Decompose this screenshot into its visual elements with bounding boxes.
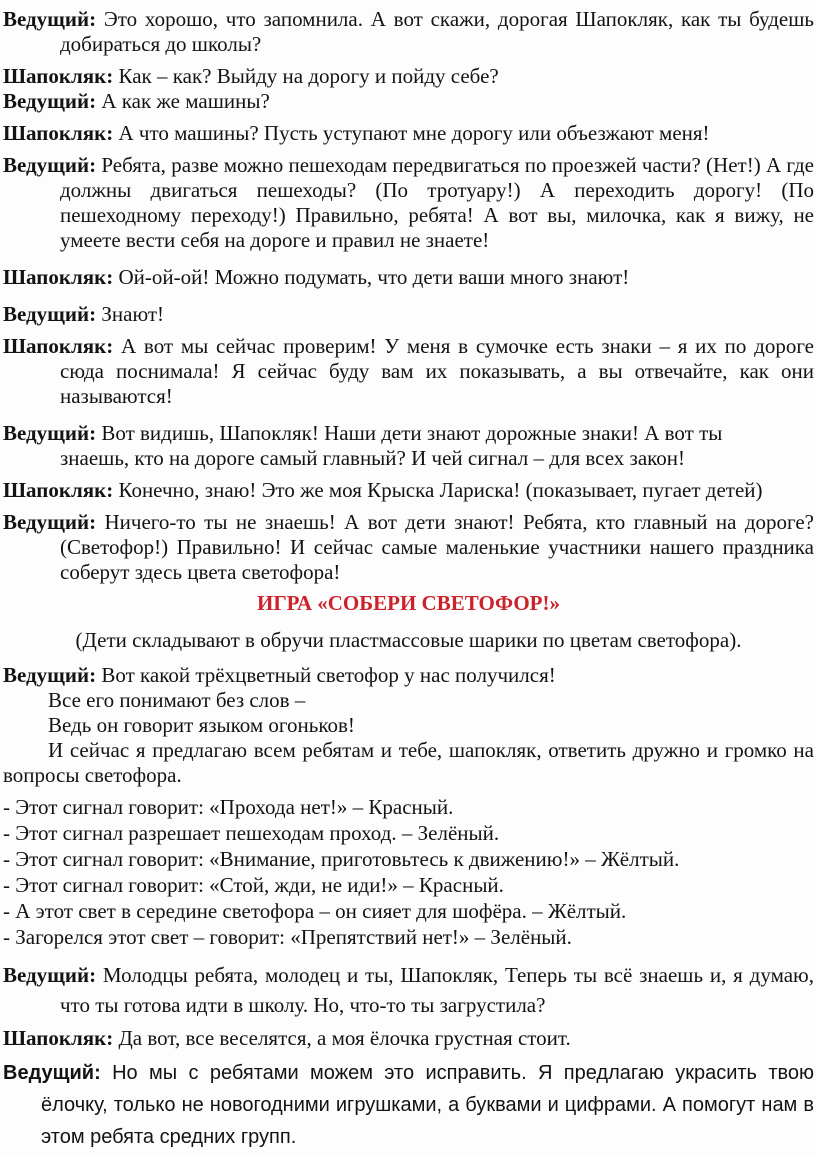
paragraph-text: - Этот сигнал говорит: «Стой, жди, не иди!» – Красный. [3,873,504,897]
paragraph-text: ИГРА «СОБЕРИ СВЕТОФОР!» [256,591,560,615]
paragraph-text: Да вот, все веселятся, а моя ёлочка грустная стоит. [118,1026,571,1050]
paragraph-text: А что машины? Пусть уступают мне дорогу или объезжают меня! [118,121,710,145]
stage-direction [3,628,814,653]
paragraph-text: Конечно, знаю! Это же моя Крыска Лариска! (показывает, пугает детей) [118,478,763,502]
dialogue-host-1 [3,7,814,57]
speaker-label: Ведущий: [3,963,103,987]
signal-answer-1 [3,795,814,820]
document-body [3,7,814,1153]
paragraph-text: А вот мы сейчас проверим! У меня в сумочке есть знаки – я их по дороге сюда поснимала! Я сейчас буду вам их показывать, а вы отвечайте, как они называются! [60,334,814,408]
paragraph-text: Вот какой трёхцветный светофор у нас получился! [101,663,556,687]
speaker-label: Шапокляк: [3,64,119,88]
paragraph-text: Ребята, разве можно пешеходам передвигаться по проезжей части? (Нет!) А где должны двигаться пешеходы? (По тротуару!) А переходить дорогу! (По пешеходному переходу!) Правильно, ребята! А вот вы, милочка, как я вижу, не умеете вести себя на дороге и правил не знаете! [60,153,814,252]
host-continuation [3,738,814,788]
paragraph-text: Как – как? Выйду на дорогу и пойду себе? [118,64,499,88]
paragraph-text: - Этот сигнал разрешает пешеходам проход. – Зелёный. [3,821,500,845]
speaker-label: Шапокляк: [3,1026,119,1050]
dialogue-shapoklyak-2 [3,121,814,146]
dialogue-host-3 [3,153,814,253]
speaker-label: Ведущий: [3,1062,113,1084]
paragraph-text: - Загорелся этот свет – говорит: «Препятствий нет!» – Зелёный. [3,925,572,949]
dialogue-shapoklyak-4 [3,334,814,409]
paragraph-text: Знают! [101,302,165,326]
dialogue-shapoklyak-3 [3,265,814,290]
paragraph-text: И сейчас я предлагаю всем ребятам и тебе, шапокляк, ответить дружно и громко на вопросы светофора. [3,738,814,787]
dialogue-host-5 [3,421,814,471]
speaker-label: Ведущий: [3,421,102,445]
dialogue-shapoklyak-6 [3,1026,814,1051]
paragraph-text: Молодцы ребята, молодец и ты, Шапокляк, Теперь ты всё знаешь и, я думаю, что ты готова идти в школу. Но, что-то ты загрустила? [60,963,814,1017]
paragraph-text: - Этот сигнал говорит: «Прохода нет!» – Красный. [3,795,454,819]
dialogue-host-8 [3,960,814,1020]
speaker-label: Ведущий: [3,89,102,113]
signal-answer-6 [3,925,814,950]
paragraph-text: Все его понимают без слов – [48,688,306,712]
signal-answer-2 [3,821,814,846]
verse-line-1 [3,688,814,713]
verse-line-2 [3,713,814,738]
paragraph-text: Это хорошо, что запомнила. А вот скажи, дорогая Шапокляк, как ты будешь добираться до школы? [60,7,814,56]
speaker-label: Ведущий: [3,510,105,534]
signal-answer-5 [3,899,814,924]
paragraph-text: - Этот сигнал говорит: «Внимание, приготовьтесь к движению!» – Жёлтый. [3,847,680,871]
paragraph-text: Но мы с ребятами можем это исправить. Я предлагаю украсить твою ёлочку, только не новогодними игрушками, а буквами и цифрами. А помогут нам в этом ребята средних групп. [41,1062,815,1148]
dialogue-host-7 [3,663,814,688]
paragraph-text: А как же машины? [101,89,270,113]
speaker-label: Ведущий: [3,663,102,687]
dialogue-host-6 [3,510,814,585]
speaker-label: Ведущий: [3,7,104,31]
speaker-label: Шапокляк: [3,121,119,145]
speaker-label: Ведущий: [3,153,102,177]
dialogue-shapoklyak-1 [3,64,814,89]
paragraph-text: Ведь он говорит языком огоньков! [48,713,355,737]
speaker-label: Шапокляк: [3,334,121,358]
dialogue-host-2 [3,89,814,114]
signal-answer-4 [3,873,814,898]
paragraph-text: Вот видишь, Шапокляк! Наши дети знают дорожные знаки! А вот ты знаешь, кто на дороге самый главный? И чей сигнал – для всех закон! [60,421,723,470]
signal-answer-3 [3,847,814,872]
speaker-label: Шапокляк: [3,478,119,502]
dialogue-shapoklyak-5 [3,478,814,503]
paragraph-text: - А этот свет в середине светофора – он сияет для шофёра. – Жёлтый. [3,899,627,923]
paragraph-text: Ничего-то ты не знаешь! А вот дети знают! Ребята, кто главный на дороге? (Светофор!) Правильно! И сейчас самые маленькие участники нашего праздника соберут здесь цвета светофора! [60,510,814,584]
paragraph-text: Ой-ой-ой! Можно подумать, что дети ваши много знают! [118,265,630,289]
dialogue-host-9 [3,1057,814,1153]
paragraph-text: (Дети складывают в обручи пластмассовые шарики по цветам светофора). [75,628,742,652]
dialogue-host-4 [3,302,814,327]
speaker-label: Ведущий: [3,302,102,326]
game-heading [3,591,814,616]
speaker-label: Шапокляк: [3,265,119,289]
